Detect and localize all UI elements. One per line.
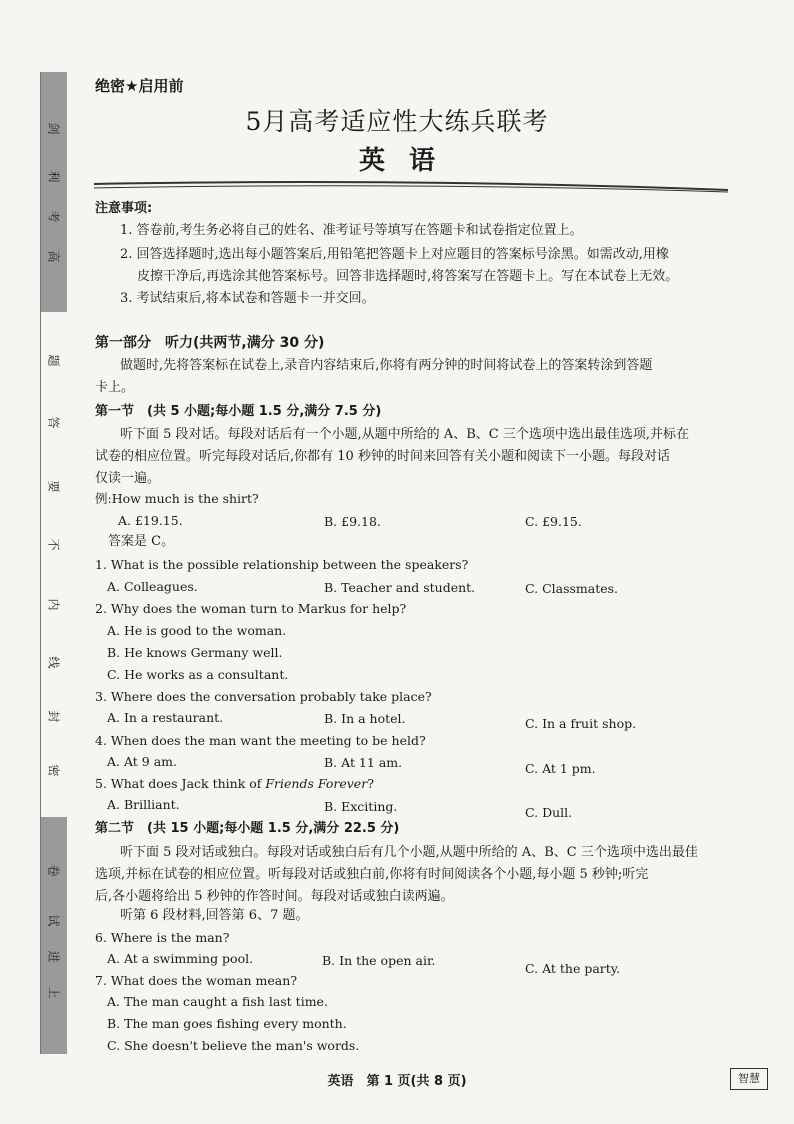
q4-option-b: B. At 11 am. [324, 755, 403, 770]
section1-intro-b: 试卷的相应位置。听完每段对话后,你都有 10 秒钟的时间来回答有关小题和阅读下一小题。每段对话 [95, 449, 670, 464]
strip-char: 考 [46, 210, 61, 223]
section2-intro-c: 后,各小题将给出 5 秒钟的作答时间。每段对话或独白读两遍。 [95, 889, 454, 904]
part1-intro-b: 卡上。 [95, 380, 135, 395]
q6-option-a: A. At a swimming pool. [107, 951, 254, 966]
example-option-b: B. £9.18. [324, 514, 381, 529]
strip-char: 剑 [46, 122, 61, 135]
section1-heading: 第一节 (共 5 小题;每小题 1.5 分,满分 7.5 分) [95, 404, 382, 419]
part1-intro-a: 做题时,先将答案标在试卷上,录音内容结束后,你将有两分钟的时间将试卷上的答案转涂到答题 [120, 358, 653, 373]
q3-option-a: A. In a restaurant. [107, 710, 224, 725]
strip-dark-bottom [41, 817, 67, 1054]
question-6: 6. Where is the man? [95, 930, 230, 945]
q2-option-a: A. He is good to the woman. [107, 623, 287, 638]
question-5 [95, 773, 374, 795]
q5-option-b: B. Exciting. [324, 799, 398, 814]
q7-option-b: B. The man goes fishing every month. [107, 1016, 347, 1031]
notice-item-1: 1. 答卷前,考生务必将自己的姓名、准考证号等填写在答题卡和试卷指定位置上。 [120, 223, 583, 238]
q6-option-c: C. At the party. [525, 961, 621, 976]
material-6-instruction: 听第 6 段材料,回答第 6、7 题。 [120, 908, 309, 923]
strip-char: 要 [46, 480, 61, 493]
example-question: 例:How much is the shirt? [95, 491, 259, 506]
strip-char: 卷 [46, 864, 61, 877]
page-footer: 英语 第 1 页(共 8 页) [327, 1074, 467, 1089]
strip-char: 高 [46, 250, 61, 263]
strip-char: 试 [46, 914, 61, 927]
confidential-label: 绝密★启用前 [95, 77, 184, 95]
exam-title: 5月高考适应性大练兵联考 [245, 107, 549, 136]
strip-char: 上 [46, 986, 61, 999]
question-1: 1. What is the possible relationship between the speakers? [95, 557, 469, 572]
binding-strip [40, 72, 67, 1054]
q5-option-c: C. Dull. [525, 805, 573, 820]
question-3: 3. Where does the conversation probably take place? [95, 689, 432, 704]
part1-heading: 第一部分 听力(共两节,满分 30 分) [95, 335, 325, 351]
strip-char: 题 [46, 354, 61, 367]
q5-title-italic: Friends Forever [265, 776, 368, 791]
section2-intro-a: 听下面 5 段对话或独白。每段对话或独白后有几个小题,从题中所给的 A、B、C 三个选项中选出最佳 [120, 845, 698, 860]
example-option-a: A. £19.15. [118, 513, 183, 528]
question-7: 7. What does the woman mean? [95, 973, 298, 988]
strip-char: 内 [46, 598, 61, 611]
section2-intro-b: 选项,并标在试卷的相应位置。听每段对话或独白前,你将有时间阅读各个小题,每小题 5 秒钟;听完 [95, 867, 649, 882]
q4-option-a: A. At 9 am. [107, 754, 177, 769]
notice-heading: 注意事项: [95, 201, 153, 216]
header-rule [92, 174, 732, 194]
example-option-c: C. £9.15. [525, 514, 582, 529]
example-answer: 答案是 C。 [108, 534, 175, 549]
strip-char: 线 [46, 656, 61, 669]
q5-text-pre: 5. What does Jack think of [95, 776, 266, 791]
q5-text-post: ? [367, 776, 374, 791]
strip-char: 封 [46, 710, 61, 723]
section2-heading: 第二节 (共 15 小题;每小题 1.5 分,满分 22.5 分) [95, 821, 400, 836]
section1-intro-a: 听下面 5 段对话。每段对话后有一个小题,从题中所给的 A、B、C 三个选项中选出最佳选项,并标在 [120, 427, 689, 442]
notice-item-2b: 皮擦干净后,再选涂其他答案标号。回答非选择题时,将答案写在答题卡上。写在本试卷上无效。 [137, 269, 679, 284]
q4-option-c: C. At 1 pm. [525, 761, 596, 776]
notice-item-3: 3. 考试结束后,将本试卷和答题卡一并交回。 [120, 291, 375, 306]
corner-stamp: 智慧 [730, 1068, 768, 1090]
q7-option-a: A. The man caught a fish last time. [107, 994, 328, 1009]
q6-option-b: B. In the open air. [322, 953, 436, 968]
strip-char: 进 [46, 950, 61, 963]
q1-option-c: C. Classmates. [525, 581, 619, 596]
q2-option-c: C. He works as a consultant. [107, 667, 289, 682]
q2-option-b: B. He knows Germany well. [107, 645, 283, 660]
subject-title: 英语 [358, 146, 459, 176]
q3-option-c: C. In a fruit shop. [525, 716, 637, 731]
strip-char: 答 [46, 416, 61, 429]
strip-char: 密 [46, 764, 61, 777]
section1-intro-c: 仅读一遍。 [95, 471, 161, 486]
question-2: 2. Why does the woman turn to Markus for help? [95, 601, 407, 616]
q1-option-a: A. Colleagues. [107, 579, 198, 594]
q7-option-c: C. She doesn't believe the man's words. [107, 1038, 360, 1053]
q3-option-b: B. In a hotel. [324, 711, 406, 726]
strip-char: 不 [46, 538, 61, 551]
q1-option-b: B. Teacher and student. [324, 580, 476, 595]
strip-char: 利 [46, 170, 61, 183]
q5-option-a: A. Brilliant. [107, 797, 180, 812]
question-4: 4. When does the man want the meeting to be held? [95, 733, 426, 748]
notice-item-2a: 2. 回答选择题时,选出每小题答案后,用铅笔把答题卡上对应题目的答案标号涂黑。如需改动,用橡 [120, 247, 669, 262]
